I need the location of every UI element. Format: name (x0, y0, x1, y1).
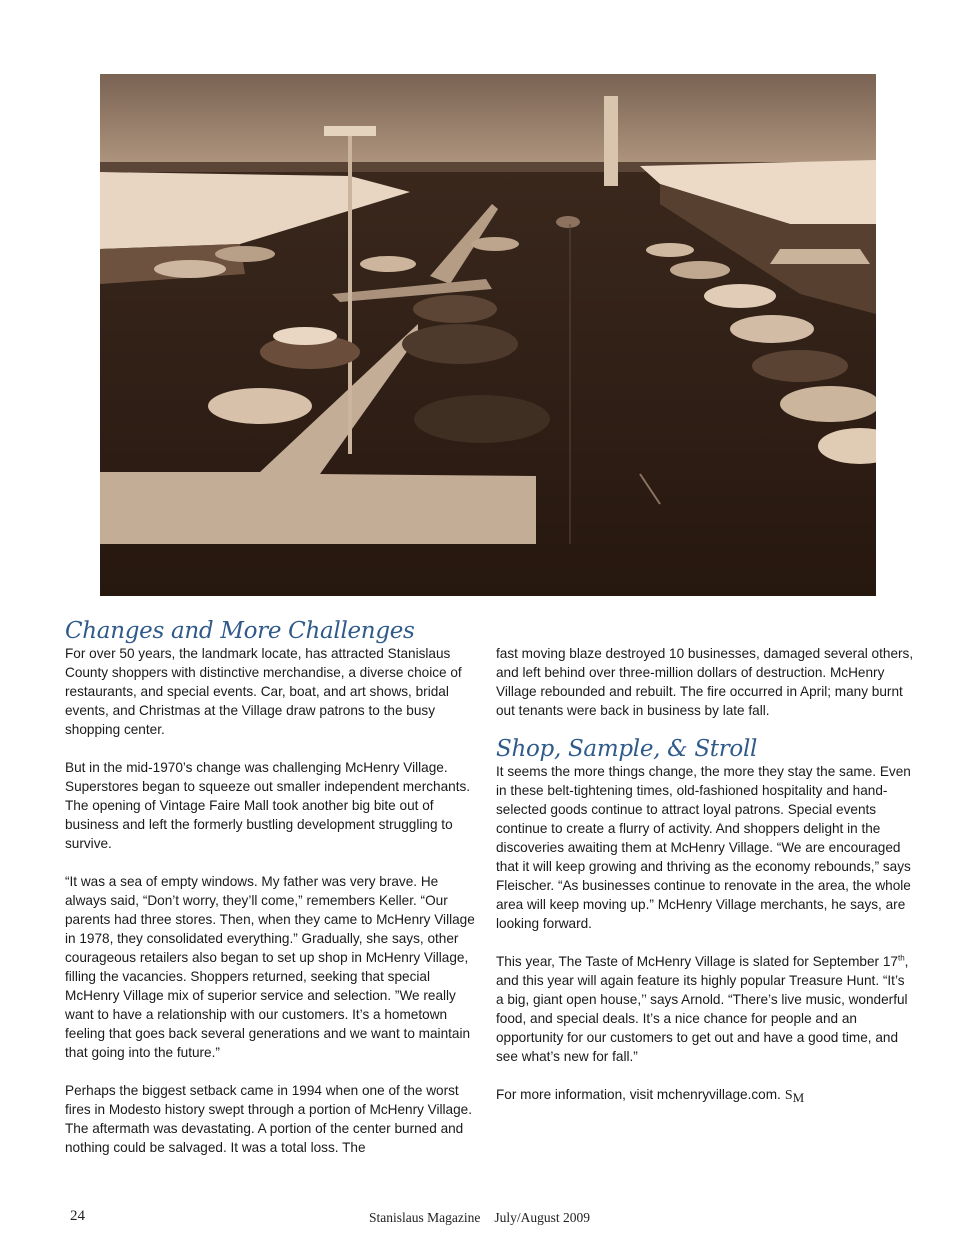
ordinal-suffix: th (897, 953, 905, 963)
magazine-end-mark (785, 1088, 804, 1103)
section-heading-changes: Changes and More Challenges (65, 618, 415, 644)
body-paragraph: It seems the more things change, the more they stay the same. Even in these belt-tightening times, old-fashioned hospitality and hand-selected goods continue to attract loyal patrons. Special events continue to create a flurry of activity. And shoppers delight in the discoveries awaiting them at McHenry Village. “We are encouraged that it will keep growing and thriving as the economy rebounds,” says Fleischer. “As businesses continue to renovate in the area, the whole area will keep moving up.” McHenry Village merchants, he says, are looking forward. (496, 764, 911, 931)
page-footer (0, 1208, 960, 1230)
issue-date: July/August 2009 (494, 1210, 590, 1225)
body-paragraph (496, 952, 914, 1066)
paragraph-text: This year, The Taste of McHenry Village is slated for September 17 (496, 954, 898, 969)
photo-illustration (100, 74, 876, 596)
end-mark-s: S (784, 1088, 793, 1103)
paragraph-text: , and this year will again feature its highly popular Treasure Hunt. “It’s a big, giant open house,’’ says Arnold. “There’s live music, wonderful food, and special deals. It’s a nice chance for people and an opportunity for our customers to get out and have a good time, and see what’s new for fall.” (496, 954, 909, 1064)
magazine-name: Stanislaus Magazine (369, 1210, 481, 1225)
body-paragraph: “It was a sea of empty windows. My father was very brave. He always said, “Don’t worry, they’ll come,” remembers Keller. “Our parents had three stores. Then, when they came to McHenry Village in 1978, they consolidated everything.” Gradually, she says, other courageous retailers also began to set up shop in McHenry Village, filling the vacancies. Shoppers returned, seeking that special McHenry Village mix of superior service and selection. ”We really want to have a relationship with our customers. It’s a hometown feeling that goes back several generations and we want to maintain that going into the future.” (65, 874, 475, 1060)
body-paragraph: fast moving blaze destroyed 10 businesses, damaged several others, and left behind over three-million dollars of destruction. McHenry Village rebounded and rebuilt. The fire occurred in April; many burnt out tenants were back in business by late fall. (496, 646, 914, 718)
body-paragraph: But in the mid-1970’s change was challenging McHenry Village. Superstores began to squeeze out smaller independent merchants. The opening of Vintage Faire Mall took another big bite out of business and left the formerly bustling development struggling to survive. (65, 760, 471, 851)
page-number: 24 (70, 1208, 85, 1224)
body-paragraph: For over 50 years, the landmark locate, has attracted Stanislaus County shoppers with distinctive merchandise, a diverse choice of restaurants, and special events. Car, boat, and art shows, bridal events, and Christmas at the Village draw patrons to the busy shopping center. (65, 646, 462, 737)
body-paragraph: Perhaps the biggest setback came in 1994 when one of the worst fires in Modesto history swept through a portion of McHenry Village. The aftermath was devastating. A portion of the center burned and nothing could be salvaged. It was a total loss. The (65, 1083, 473, 1155)
section-heading-shop: Shop, Sample, & Stroll (496, 736, 758, 762)
end-mark-m: M (792, 1090, 805, 1105)
magazine-credit (369, 1210, 590, 1226)
right-column (496, 644, 914, 1124)
closing-line (496, 1085, 914, 1105)
closing-text: For more information, visit mchenryvillage.com. (496, 1087, 781, 1102)
left-column (65, 616, 483, 1176)
vintage-parking-lot-photo (100, 74, 876, 596)
